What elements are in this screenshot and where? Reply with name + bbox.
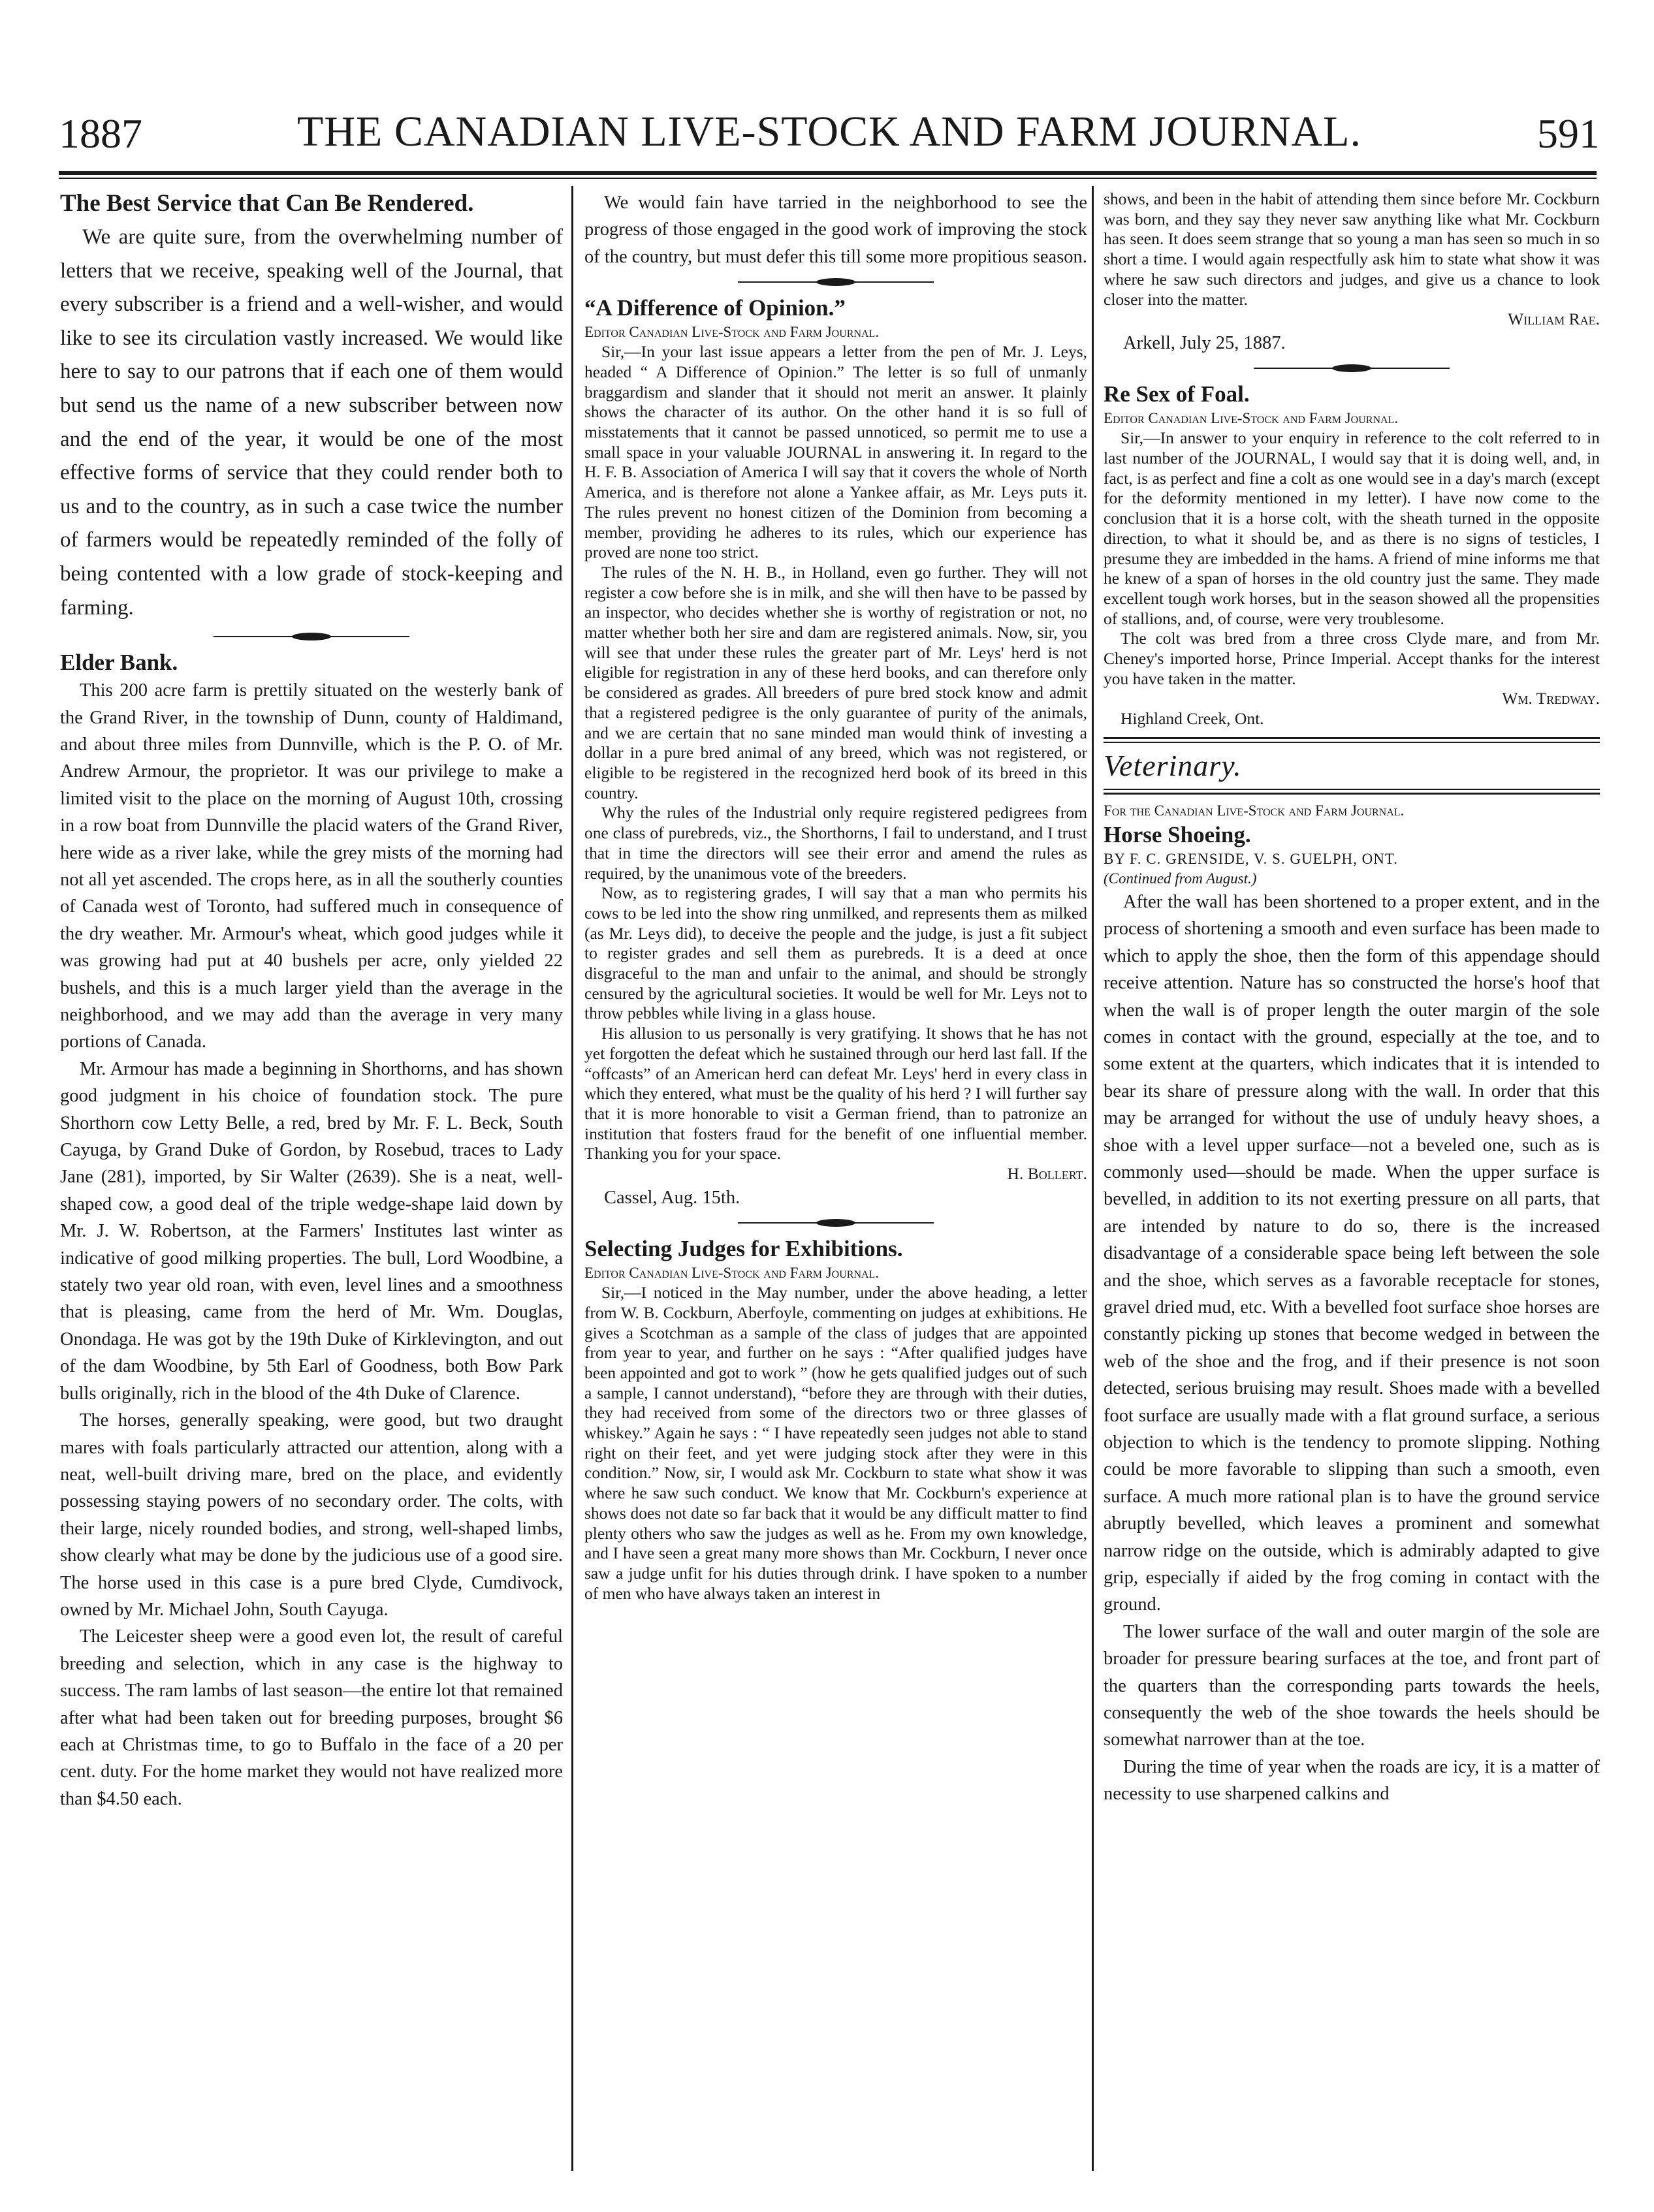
heading-rule (1104, 793, 1600, 795)
article-paragraph: After the wall has been shortened to a proper extent, and in the process of shortening a smooth and even surface has been made to which to apply the shoe, then the form of this appendage should receive attention. Nature has so constructed the horse's hoof that when the wall is of proper length the outer margin of the sole comes in contact with the ground, especially at the toe, and to some extent at the quarters, which indicates that it is intended to bear its share of pressure along with the wall. In order that this may be arranged for without the use of unduly heavy shoes, a shoe with a level upper surface—not a beveled one, such as is commonly used—should be made. When the upper surface is bevelled, in addition to its not exerting pressure on all parts, that are intended by nature to do so, there is the increased disadvantage of a considerable space being left between the sole and the shoe, which serves as a favorable receptacle for stones, gravel dried mud, etc. With a bevelled foot surface shoe horses are constantly picking up stones that become wedged in between the web of the shoe and the frog, and if their presence is not soon detected, serious bruising may result. Shoes made with a bevelled foot surface are usually made with a flat ground surface, a serious objection to which is the tendency to promote slipping. Nothing could be more favorable to slipping than such a smooth, even surface. A much more rational plan is to have the ground service abruptly bevelled, which leaves a prominent and somewhat narrow ridge on the outside, which is admirably adapted to give grip, especially if aided by the frog coming in contact with the ground. (1104, 891, 1600, 1615)
article-paragraph: The colt was bred from a three cross Clyde mare, and from Mr. Cheney's imported horse, Prince Imperial. Accept thanks for the interest you have taken in the matter. (1104, 629, 1600, 688)
article-paragraph: This 200 acre farm is prettily situated on the westerly bank of the Grand River, in the township of Dunn, county of Haldimand, and about three miles from Dunnville, which is the P. O. of Mr. Andrew Armour, the proprietor. It was our privilege to make a limited visit to the place on the morning of August 10th, crossing in a row boat from Dunnville the placid waters of the Grand River, here wide as a river lake, while the grey mists of the morning had not all yet ascended. The crops here, as in all the southerly counties of Canada west of Toronto, had suffered much in consequence of the dry weather. Mr. Armour's wheat, which good judges while it was growing had put at 40 bushels per acre, only yielded 22 bushels, and this is a much larger yield than the average in the neighborhood, and we may add than the average in very many portions of Canada. (60, 680, 563, 1052)
article-paragraph: His allusion to us personally is very gratifying. It shows that he has not yet forgotten the defeat which he sustained through our herd last fall. If the “offcasts” of an American herd can defeat Mr. Leys' herd in every class in which they entered, what must be the quality of his herd ? I will further say that it is more honorable to visit a German friend, than to patronize an institution that fosters fraud for the benefit of one influential member. Thanking you for your space. (584, 1024, 1087, 1163)
veterinary-heading-box (1104, 737, 1600, 795)
article-title: Horse Shoeing. (1104, 821, 1251, 847)
heading-rule (1104, 742, 1600, 743)
column-rule-2 (1092, 186, 1094, 2171)
article-paragraph: The rules of the N. H. B., in Holland, even go further. They will not register a cow before she is in milk, and she will then have to be passed by an inspector, who decides whether she is worthy of registration or not, no matter whether both her sire and dam are registered animals. Now, sir, you will see that under these rules the greater part of Mr. Leys' herd is not eligible for registration in any of these herd books, and can therefore only be considered as grades. All breeders of pure bred stock know and admit that a registered pedigree is the only guarantee of purity of the animals, and we are certain that no sane minded man would think of investing a dollar in a pure bred animal of any breed, which was not registered, or eligible to be registered in the recognized herd book of its breed in this country. (584, 562, 1087, 802)
letter-place: Arkell, July 25, 1887. (1123, 332, 1286, 353)
column-rule-1 (571, 186, 573, 2171)
article-sex-of-foal (1104, 380, 1600, 729)
column-3 (1104, 189, 1600, 2168)
editor-line: Editor Canadian Live-Stock and Farm Journal. (584, 324, 880, 341)
issue-year: 1887 (59, 110, 142, 157)
page-number: 591 (1537, 110, 1600, 157)
article-title: Elder Bank. (60, 650, 178, 676)
article-horse-shoeing (1104, 801, 1600, 1808)
article-title: Re Sex of Foal. (1104, 381, 1250, 407)
veterinary-heading: Veterinary. (1104, 748, 1242, 782)
article-title: “A Difference of Opinion.” (584, 295, 846, 321)
editor-line: Editor Canadian Live-Stock and Farm Journal. (1104, 410, 1399, 427)
heading-rule (1104, 789, 1600, 790)
article-elder-bank (60, 648, 563, 1812)
letter-place: Cassel, Aug. 15th. (604, 1187, 740, 1208)
letter-signature: William Rae. (1508, 309, 1600, 329)
article-paragraph: Now, as to registering grades, I will say that a man who permits his cows to be led into the show ring unmilked, and represents them as milked (as Mr. Leys did), to deceive the people and the judge, is just a fit subject to register grades and sell them as purebreds. It is a deed at once disgraceful to the man and unfair to the animal, and should be strongly censured by the agricultural societies. It would be well for Mr. Leys not to throw pebbles while living in a glass house. (584, 883, 1087, 1023)
heading-rule (1104, 737, 1600, 739)
column-2 (584, 189, 1087, 2168)
article-difference-of-opinion (584, 294, 1087, 1211)
article-paragraph: Why the rules of the Industrial only require registered pedigrees from one class of purebreds, viz., the Shorthorns, I fail to understand, and I trust that in time the directors will see their error and amend the rules as required, by the unanimous vote of the breeders. (584, 803, 1087, 883)
article-title: Selecting Judges for Exhibitions. (584, 1236, 903, 1262)
journal-title: THE CANADIAN LIVE-STOCK AND FARM JOURNAL. (297, 108, 1361, 155)
article-paragraph: Sir,—In answer to your enquiry in reference to the colt referred to in last number of the JOURNAL, I would say that it is doing well, and, in fact, is as perfect and fine a colt as one would see in a day's march (except for the deformity mentioned in my letter). I have now come to the conclusion that it is a horse colt, with the sheath turned in the opposite direction, to what it should be, and as there is no signs of testicles, I presume they are imbedded in the hams. A friend of mine informs me that he knew of a span of horses in the old country just the same. They made excellent tough work horses, but in the season showed all the propensities of stallions, and, of course, were very troublesome. (1104, 428, 1600, 628)
letter-place: Highland Creek, Ont. (1121, 709, 1264, 729)
continued-note: (Continued from August.) (1104, 870, 1257, 887)
article-paragraph: The lower surface of the wall and outer margin of the sole are broader for pressure bearing surfaces at the toe, and front part of the quarters than the corresponding parts towards the heels, consequently the web of the shoe towards the heels should be somewhat narrower than at the toe. (1104, 1621, 1600, 1750)
article-paragraph: During the time of year when the roads are icy, it is a matter of necessity to use sharpened calkins and (1104, 1756, 1600, 1805)
article-paragraph: We are quite sure, from the overwhelming number of letters that we receive, speaking well of the Journal, that every subscriber is a friend and a well-wisher, and would like to see its circulation vastly increased. We would like here to say to our patrons that if each one of them would but send us the name of a new subscriber between now and the end of the year, it would be one of the most effective forms of service that they could render both to us and to the country, as in such a case twice the number of farmers would be repeatedly reminded of the folly of being contented with a low grade of stock-keeping and farming. (60, 225, 563, 620)
article-paragraph: We would fain have tarried in the neighborhood to see the progress of those engaged in the good work of improving the stock of the country, but must defer this till some more propitious season. (584, 193, 1087, 267)
page-header (59, 97, 1600, 175)
section-divider (584, 274, 1087, 290)
article-title: The Best Service that Can Be Rendered. (60, 190, 474, 217)
article-best-service (60, 189, 563, 625)
article-paragraph: The Leicester sheep were a good even lot, the result of careful breeding and selection, which in any case is the highway to success. The ram lambs of last season—the entire lot that remained after what had been taken out for breeding purposes, brought $6 each at Christmas time, to go to Buffalo in the face of a 20 per cent. duty. For the home market they would not have realized more than $4.50 each. (60, 1626, 563, 1809)
header-rule-thin (59, 178, 1597, 179)
editor-line: For the Canadian Live-Stock and Farm Journal. (1104, 802, 1405, 819)
section-divider (1104, 360, 1600, 376)
letter-signature: H. Bollert. (1007, 1164, 1087, 1184)
article-paragraph: Mr. Armour has made a beginning in Shorthorns, and has shown good judgment in his choice of foundation stock. The pure Shorthorn cow Letty Belle, a red, bred by Mr. F. L. Beck, South Cayuga, by Grand Duke of Gordon, by Rosebud, traces to Lady Jane (281), imported, by Sir Walter (2639). She is a neat, well-shaped cow, a good deal of the triple wedge-shape laid down by Mr. J. W. Robertson, at the Farmers' Institutes last winter as indicative of good milking properties. The bull, Lord Woodbine, a stately two year old roan, with even, level lines and a smoothness that is pleasing, came from the herd of Mr. Wm. Douglas, Onondaga. He was got by the 19th Duke of Kirklevington, and out of the dam Woodbine, by 5th Earl of Goodness, both Bow Park bulls originally, rich in the blood of the 4th Duke of Clarence. (60, 1058, 563, 1404)
article-paragraph: The horses, generally speaking, were good, but two draught mares with foals particularly attracted our attention, along with a neat, well-built driving mare, bred on the place, and evidently possessing staying powers of no secondary order. The colts, with their large, nicely rounded bodies, and strong, well-shaped limbs, show clearly what may be done by the judicious use of a good sire. The horse used in this case is a pure bred Clyde, Cumdivock, owned by Mr. Michael John, South Cayuga. (60, 1410, 563, 1620)
section-divider (584, 1215, 1087, 1231)
article-paragraph: Sir,—In your last issue appears a letter from the pen of Mr. J. Leys, headed “ A Difference of Opinion.” The letter is so full of unmanly braggardism and slander that it should not merit an answer. It plainly shows the character of its author. On the other hand it is so full of misstatements that it cannot be passed unnoticed, so permit me to use a small space in your valuable JOURNAL in answering it. In regard to the H. F. B. Association of America I will say that it covers the whole of North America, and is therefore not alone a Yankee affair, as Mr. Leys puts it. The rules prevent no honest citizen of the Dominion from becoming a member, providing he adheres to its rules, which our experience has proved are none too strict. (584, 342, 1087, 562)
article-selecting-judges (584, 1235, 1087, 1604)
column-1 (60, 189, 563, 2168)
article-paragraph: shows, and been in the habit of attending them since before Mr. Cockburn was born, and they say they never saw anything like what Mr. Cockburn has seen. It does seem strange that so young a man has seen so much in so short a time. I would again respectfully ask him to state what show it was where he saw such directors and judges, and give us a chance to look closer into the matter. (1104, 189, 1600, 309)
article-paragraph: Sir,—I noticed in the May number, under the above heading, a letter from W. B. Cockburn, Aberfoyle, commenting on judges at exhibitions. He gives a Scotchman as a sample of the class of judges that are appointed from year to year, and further on he says : “After qualified judges have been appointed and got to work ” (how he gets qualified judges out of such a sample, I cannot understand), “before they are through with their duties, they had received from some of the directors two or three glasses of whiskey.” Again he says : “ I have repeatedly seen judges not able to stand right on their feet, and yet were judging stock after they were in this condition.” Now, sir, I would ask Mr. Cockburn to state what show it was where he saw such conduct. We know that Mr. Cockburn's experience at shows does not date so far back that it would be any difficult matter to find plenty others who saw the judges as well as he. From my own knowledge, and I have seen a great many more shows than Mr. Cockburn, I never once saw a judge unfit for his duties through drink. I have spoken to a number of men who have always taken an interest in (584, 1283, 1087, 1603)
letter-signature: Wm. Tredway. (1502, 689, 1600, 708)
section-divider (60, 629, 563, 644)
editor-line: Editor Canadian Live-Stock and Farm Journal. (584, 1265, 880, 1282)
header-rule (59, 171, 1597, 175)
article-byline: BY F. C. GRENSIDE, V. S. GUELPH, ONT. (1104, 850, 1398, 867)
